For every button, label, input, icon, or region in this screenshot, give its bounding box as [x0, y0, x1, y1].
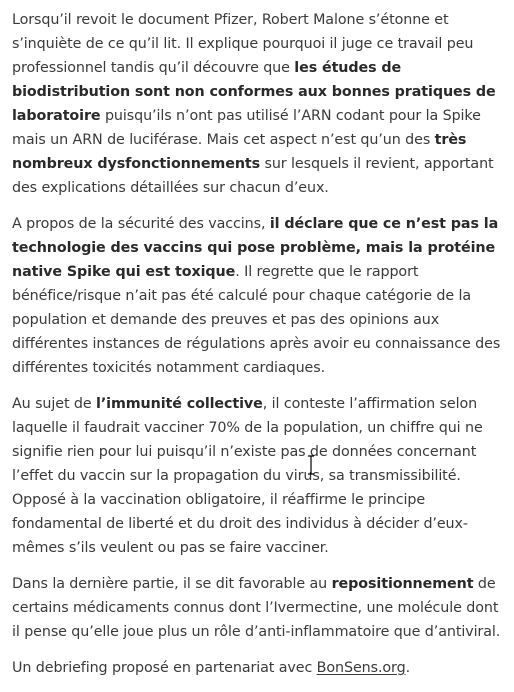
text: , il conteste l’affirmation selon laquelle il faudrait vacciner 70% de la population, un chiffre qui ne signifie rien pour lui puisqu’il n’existe pas de données concernant l’effet du vaccin sur la propagation du virus, sa transmissibilité. Opposé à la vaccination obligatoire, il réaffirme le principe fondamental de liberté et du droit des individus à décider d’eux-mêmes s’ils veulent ou pas se faire vacciner. — [12, 396, 483, 556]
text: . Il regrette que le rapport bénéfice/risque n’ait pas été calculé pour chaque catégorie de la population et demande des preuves et pas des opinions aux différentes instances de régulations après avoir eu connaissance des différentes toxicités notamment cardiaques. — [12, 264, 501, 376]
text-cursor-icon — [307, 455, 315, 475]
bold-text: les études de biodistribution sont non conformes aux bonnes pratiques de laboratoire — [12, 60, 496, 124]
bold-text: l’immunité collective — [96, 396, 263, 412]
bold-text: il déclare que ce n’est pas la technologie des vaccins qui pose problème, mais la protéine native Spike qui est toxique — [12, 216, 499, 280]
bold-text: très nombreux dysfonctionnements — [12, 132, 467, 172]
paragraph-biodistribution — [12, 8, 506, 200]
text: Un debriefing proposé en partenariat avec — [12, 660, 317, 676]
text: sur lesquels il revient, apportant des explications détaillées sur chacun d’eux. — [12, 156, 494, 196]
bonsens-link[interactable]: BonSens.org — [316, 660, 406, 676]
article-body — [12, 8, 506, 692]
text: . — [405, 660, 411, 676]
text: puisqu’ils n’ont pas utilisé l’ARN codant pour la Spike mais un ARN de luciférase. Mais cet aspect n’est qu’un des — [12, 108, 481, 148]
paragraph-repositioning — [12, 572, 506, 644]
text: de certains médicaments connus dont l’Ivermectine, une molécule dont il pense qu’elle joue plus un rôle d’anti-inflammatoire que d’antiviral. — [12, 576, 501, 640]
text: Lorsqu’il revoit le document Pfizer, Robert Malone s’étonne et s’inquiète de ce qu’il lit. Il explique pourquoi il juge ce travail peu professionnel tandis qu’il découvre que — [12, 12, 474, 76]
paragraph-partnership — [12, 656, 506, 680]
text: A propos de la sécurité des vaccins, — [12, 216, 270, 232]
text: Au sujet de — [12, 396, 97, 412]
bold-text: repositionnement — [331, 576, 474, 592]
paragraph-vaccine-safety — [12, 212, 506, 380]
text: Dans la dernière partie, il se dit favorable au — [12, 576, 332, 592]
paragraph-herd-immunity — [12, 392, 506, 560]
